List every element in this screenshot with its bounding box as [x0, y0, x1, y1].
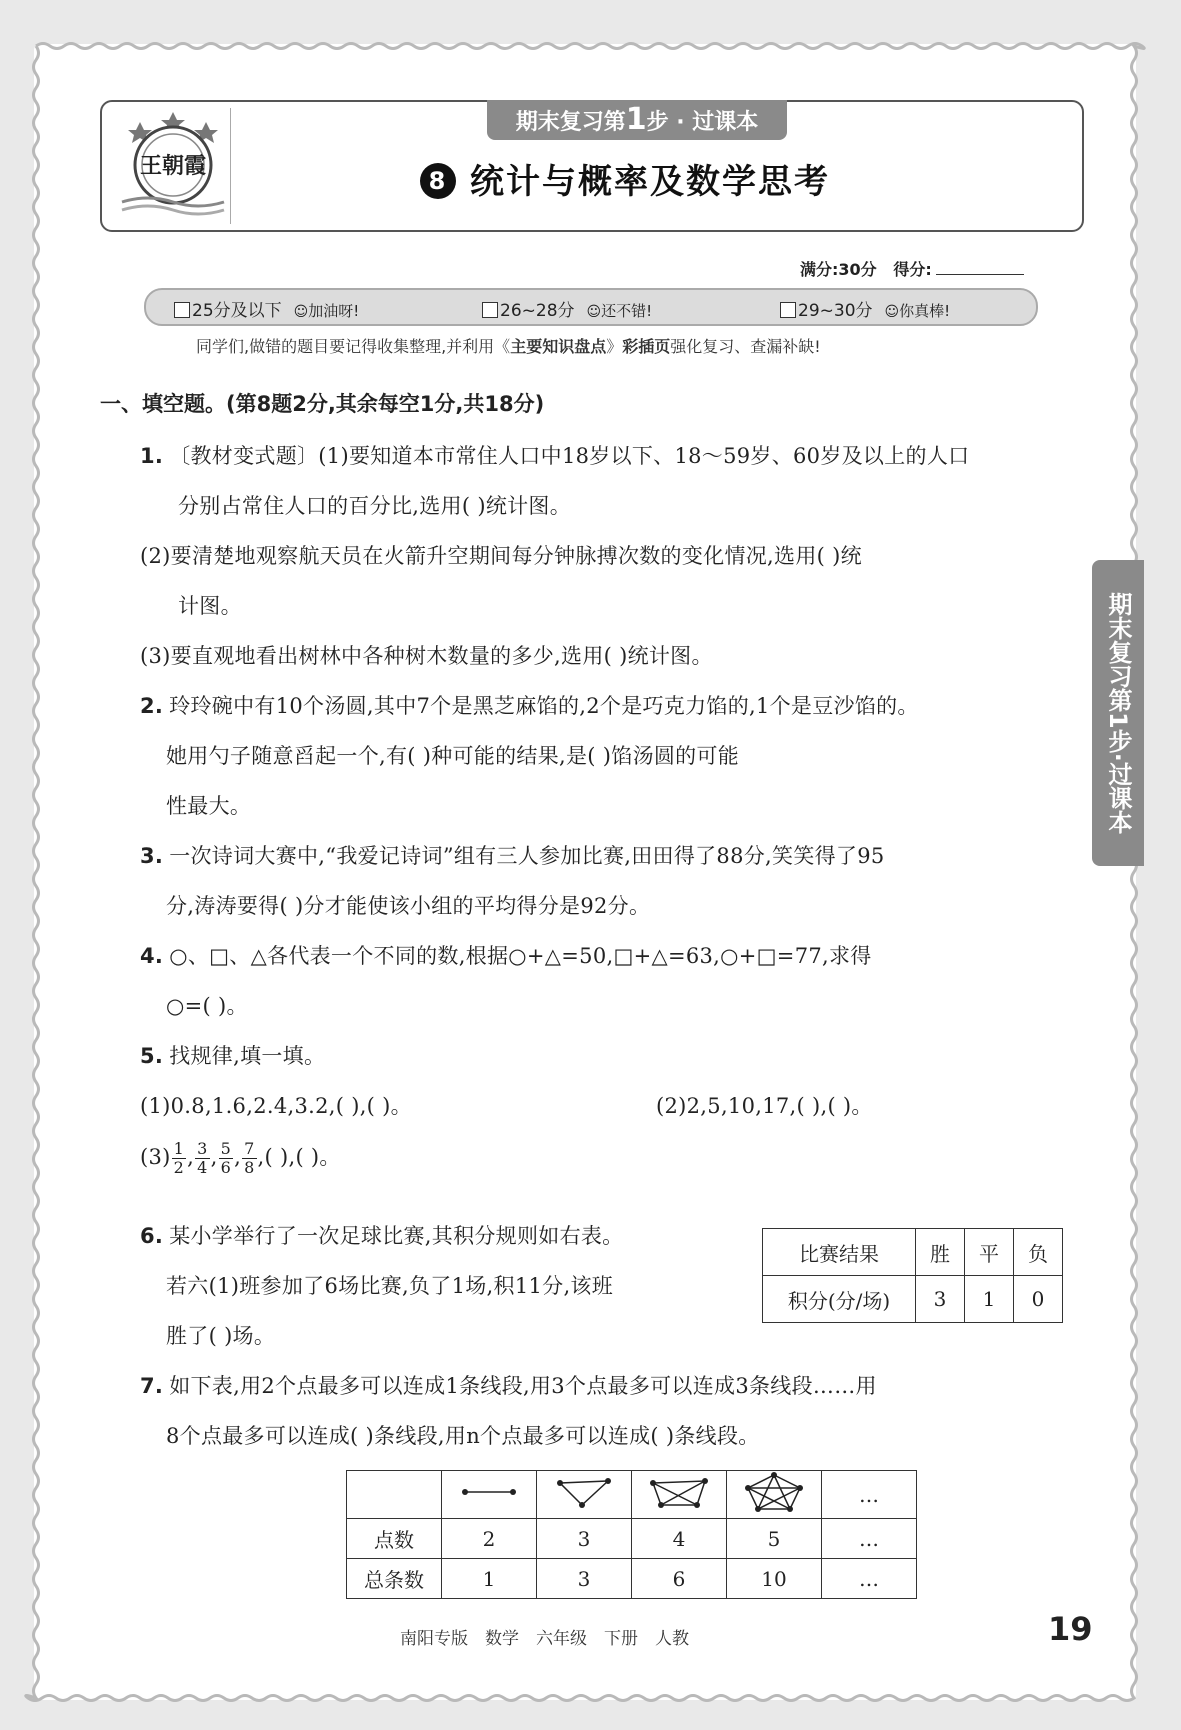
step-suffix: 步 · 过课本: [646, 110, 759, 135]
side-tab: 期末复习第1步·过课本: [1092, 560, 1144, 866]
notice-text: 同学们,做错的题目要记得收集整理,并利用《: [196, 337, 511, 356]
table-cell: 负: [1014, 1229, 1063, 1276]
q4-line2: ○=( )。: [166, 994, 248, 1018]
three-points-figure: [554, 1475, 614, 1509]
q1-line5: (3)要直观地看出树林中各种树木数量的多少,选用( )统计图。: [140, 644, 713, 668]
table-cell: 4: [632, 1519, 727, 1559]
table-cell: …: [822, 1519, 917, 1559]
question-text: 一次诗词大赛中,“我爱记诗词”组有三人参加比赛,田田得了88分,笑笑得了95: [169, 844, 885, 868]
notice-bold: 彩插页: [622, 337, 671, 356]
table-row: [763, 1229, 1063, 1276]
table-row: [347, 1471, 917, 1519]
question-text: 如下表,用2个点最多可以连成1条线段,用3个点最多可以连成3条线段……用: [169, 1374, 877, 1398]
q1-line3: (2)要清楚地观察航天员在火箭升空期间每分钟脉搏次数的变化情况,选用( )统: [140, 544, 862, 568]
grade-low: [174, 296, 359, 321]
q5-line3: (3) $\frac{1}{2}$ , $\frac{3}{4}$ , $\frac{5}{6}$ , $\frac{7}{8}$ ,( ),( )。: [140, 1139, 341, 1177]
grade-comment: 你真棒!: [899, 302, 951, 320]
table-cell: [347, 1471, 442, 1519]
q2-line1: [140, 690, 919, 720]
question-text: ○、□、△各代表一个不同的数,根据○+△=50,□+△=63,○+□=77,求得: [169, 944, 872, 968]
fraction: [172, 1140, 186, 1177]
table-cell: 比赛结果: [763, 1229, 916, 1276]
numerator: 1: [173, 1139, 185, 1158]
table-cell: …: [822, 1559, 917, 1599]
q5-line1: [140, 1040, 325, 1070]
page-number: 19: [1048, 1610, 1093, 1648]
table-cell: 1: [965, 1276, 1014, 1323]
unit-header: [100, 100, 1084, 232]
step-prefix: 期末复习第: [515, 110, 626, 135]
q1-line4: 计图。: [178, 594, 242, 618]
smile-icon: ☺: [884, 304, 900, 320]
q4-line1: [140, 940, 872, 970]
q5-part3-label: (3): [140, 1145, 171, 1169]
grade-bar: [144, 288, 1038, 326]
q5-line2b: (2)2,5,10,17,( ),( )。: [656, 1094, 873, 1118]
table-cell: 平: [965, 1229, 1014, 1276]
score-rule-table: [762, 1228, 1063, 1323]
table-cell: [537, 1471, 632, 1519]
fraction: [242, 1140, 256, 1177]
table-cell: 2: [442, 1519, 537, 1559]
unit-title-text: 统计与概率及数学思考: [470, 162, 830, 202]
logo-separator: [230, 108, 231, 224]
q6-line2: 若六(1)班参加了6场比赛,负了1场,积11分,该班: [166, 1274, 614, 1298]
notice: [196, 334, 821, 357]
brand-logo: [118, 110, 228, 220]
table-cell: 总条数: [347, 1559, 442, 1599]
q5-part3-blanks: ,( ),( )。: [257, 1145, 341, 1169]
score-line: [800, 257, 1024, 280]
fraction: [195, 1140, 209, 1177]
table-cell: 6: [632, 1559, 727, 1599]
numerator: 5: [220, 1139, 232, 1158]
grade-range: 26~28分: [500, 301, 575, 321]
table-row: [347, 1559, 917, 1599]
table-row: [763, 1276, 1063, 1323]
got-score-label: 得分:: [893, 260, 932, 279]
denominator: 8: [244, 1158, 255, 1177]
table-cell: 0: [1014, 1276, 1063, 1323]
q1-line2: 分别占常住人口的百分比,选用( )统计图。: [178, 494, 572, 518]
table-cell: 1: [442, 1559, 537, 1599]
grade-comment: 还不错!: [601, 302, 653, 320]
five-points-figure: [744, 1472, 804, 1512]
q3-line1: [140, 840, 885, 870]
points-lines-table: [346, 1470, 917, 1599]
question-number: 3.: [140, 844, 164, 868]
grade-high: [780, 296, 950, 321]
q2-line3: 性最大。: [166, 794, 252, 818]
question-number: 2.: [140, 694, 164, 718]
step-number: 1: [625, 102, 647, 137]
denominator: 4: [197, 1158, 208, 1177]
four-points-figure: [647, 1475, 711, 1509]
q6-line3: 胜了( )场。: [166, 1324, 276, 1348]
table-cell: …: [822, 1471, 917, 1519]
smile-icon: ☺: [293, 304, 309, 320]
table-cell: 10: [727, 1559, 822, 1599]
table-cell: 积分(分/场): [763, 1276, 916, 1323]
question-number: 5.: [140, 1044, 164, 1068]
logo-text: 王朝霞: [139, 153, 207, 179]
unit-title: [420, 154, 920, 203]
q6-line1: [140, 1220, 623, 1250]
q2-line2: 她用勺子随意舀起一个,有( )种可能的结果,是( )馅汤圆的可能: [166, 744, 740, 768]
question-text: 某小学举行了一次足球比赛,其积分规则如右表。: [169, 1224, 624, 1248]
notice-text: 》: [606, 337, 623, 356]
question-text: 找规律,填一填。: [169, 1044, 326, 1068]
q7-line1: [140, 1370, 877, 1400]
table-cell: 5: [727, 1519, 822, 1559]
question-number: 4.: [140, 944, 164, 968]
step-tab: [487, 100, 787, 140]
question-number: 6.: [140, 1224, 164, 1248]
table-cell: 3: [537, 1519, 632, 1559]
table-row: [347, 1519, 917, 1559]
question-number: 7.: [140, 1374, 164, 1398]
numerator: 3: [197, 1139, 208, 1158]
table-cell: 点数: [347, 1519, 442, 1559]
grade-range: 25分及以下: [192, 301, 282, 321]
score-blank[interactable]: [936, 274, 1024, 275]
table-cell: 胜: [916, 1229, 965, 1276]
table-cell: 3: [537, 1559, 632, 1599]
full-score: 满分:30分: [800, 260, 877, 279]
grade-mid: [482, 296, 652, 321]
checkbox-icon[interactable]: [482, 302, 498, 318]
smile-icon: ☺: [586, 304, 602, 320]
checkbox-icon[interactable]: [174, 302, 190, 318]
question-text: 〔教材变式题〕(1)要知道本市常住人口中18岁以下、18～59岁、60岁及以上的人口: [169, 444, 970, 468]
denominator: 2: [173, 1158, 185, 1177]
fraction: [219, 1140, 233, 1177]
two-points-figure: [459, 1477, 519, 1507]
unit-number-badge: 8: [420, 163, 456, 199]
notice-text: 强化复习、查漏补缺!: [670, 337, 821, 356]
checkbox-icon[interactable]: [780, 302, 796, 318]
question-text: 玲玲碗中有10个汤圆,其中7个是黑芝麻馅的,2个是巧克力馅的,1个是豆沙馅的。: [169, 694, 919, 718]
q5-line2a: (1)0.8,1.6,2.4,3.2,( ),( )。: [140, 1094, 412, 1118]
q7-line2: 8个点最多可以连成( )条线段,用n个点最多可以连成( )条线段。: [166, 1424, 760, 1448]
denominator: 6: [220, 1158, 232, 1177]
grade-comment: 加油呀!: [308, 302, 360, 320]
table-cell: 3: [916, 1276, 965, 1323]
question-number: 1.: [140, 444, 164, 468]
q3-line2: 分,涛涛要得( )分才能使该小组的平均得分是92分。: [166, 894, 651, 918]
grade-range: 29~30分: [798, 301, 873, 321]
table-cell: [632, 1471, 727, 1519]
section-title: 一、填空题。(第8题2分,其余每空1分,共18分): [100, 392, 545, 416]
table-cell: [442, 1471, 537, 1519]
footer: 南阳专版 数学 六年级 下册 人教: [400, 1629, 689, 1649]
numerator: 7: [244, 1139, 255, 1158]
q1-line1: [140, 440, 969, 470]
notice-bold: 主要知识盘点: [510, 337, 607, 356]
table-cell: [727, 1471, 822, 1519]
